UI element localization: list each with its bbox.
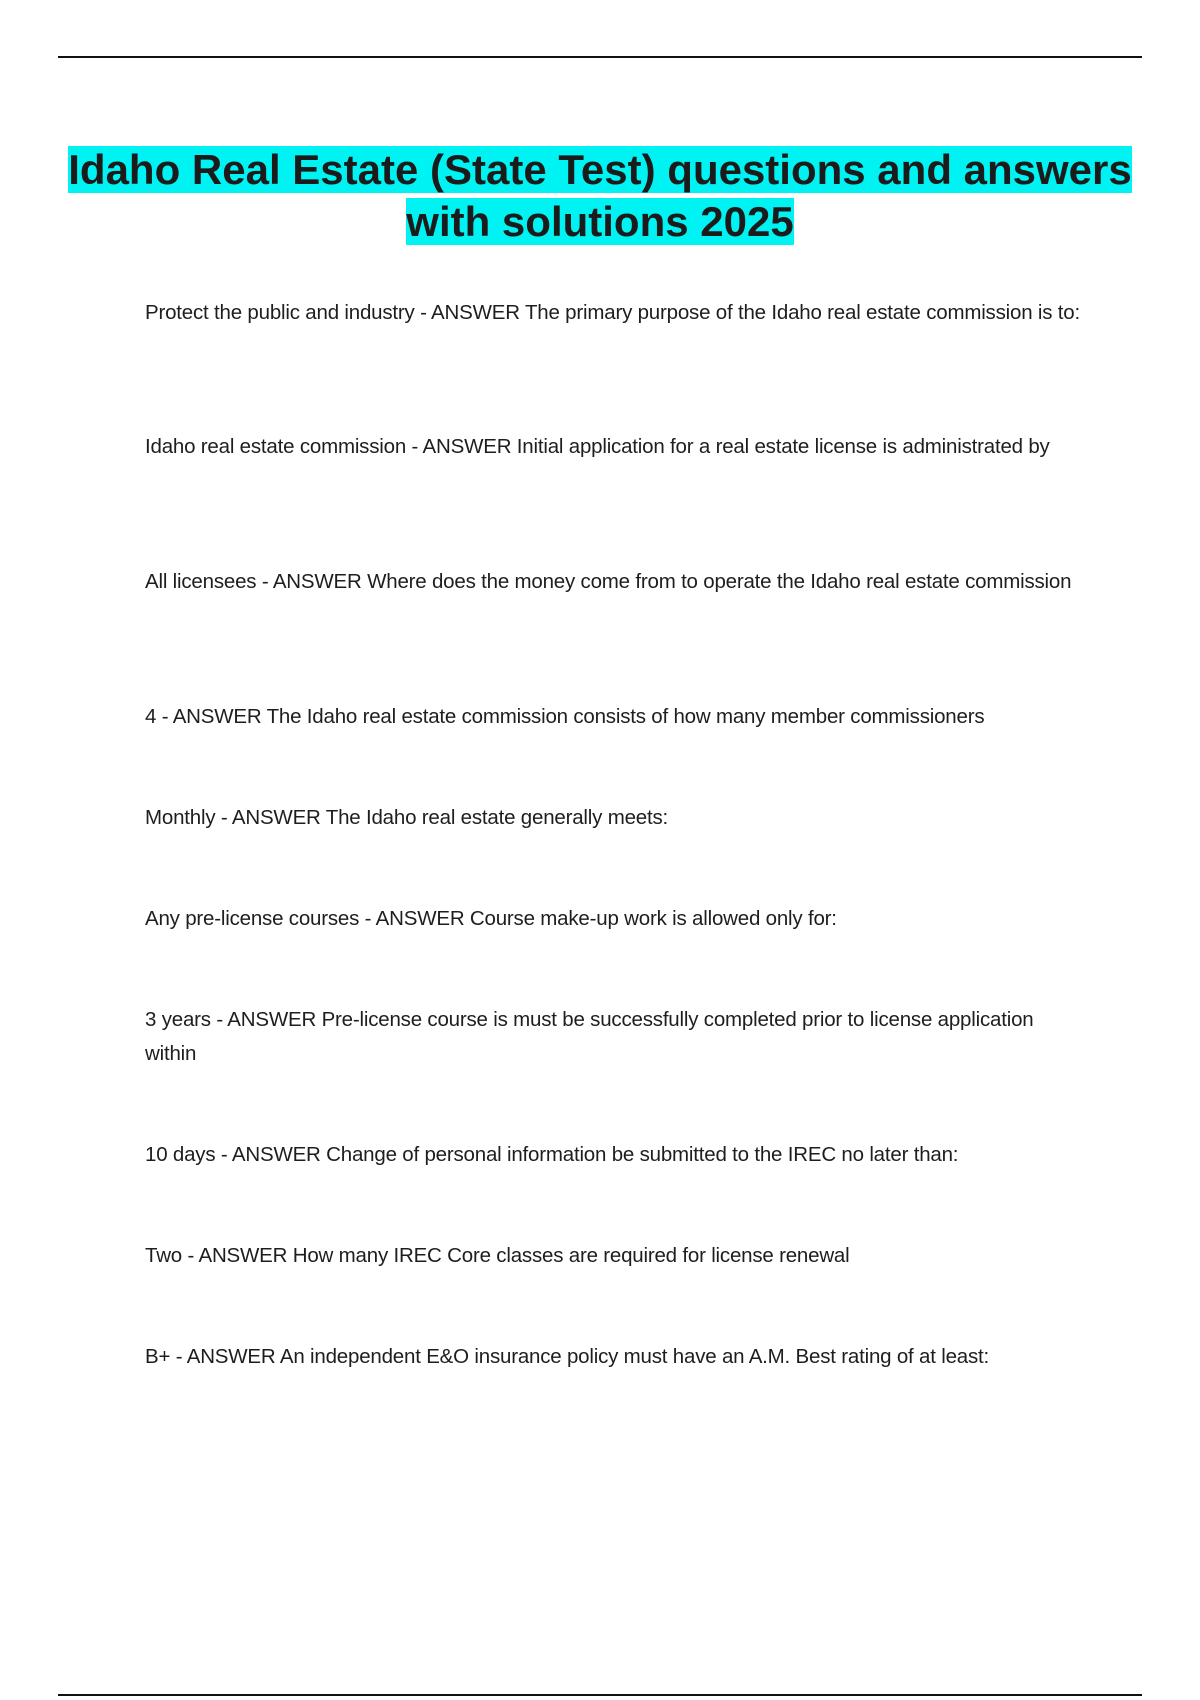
qa-item: Any pre-license courses - ANSWER Course make-up work is allowed only for: — [145, 907, 837, 930]
qa-item: 3 years - ANSWER Pre-license course is must be successfully completed prior to license application within — [145, 1008, 1034, 1065]
title-block — [58, 144, 1142, 248]
footer-rule — [58, 1694, 1142, 1696]
qa-item: Monthly - ANSWER The Idaho real estate generally meets: — [145, 806, 669, 829]
qa-item: Idaho real estate commission - ANSWER Initial application for a real estate license is administrated by — [145, 435, 1050, 458]
qa-item: 4 - ANSWER The Idaho real estate commission consists of how many member commissioners — [145, 705, 985, 728]
document-title: Idaho Real Estate (State Test) questions and answers with solutions 2025 — [68, 146, 1132, 245]
qa-item: All licensees - ANSWER Where does the money come from to operate the Idaho real estate commission — [145, 570, 1072, 593]
qa-item: B+ - ANSWER An independent E&O insurance policy must have an A.M. Best rating of at least: — [145, 1345, 990, 1368]
qa-item: Protect the public and industry - ANSWER The primary purpose of the Idaho real estate commission is to: — [145, 301, 1080, 324]
qa-item: Two - ANSWER How many IREC Core classes are required for license renewal — [145, 1244, 850, 1267]
qa-item: 10 days - ANSWER Change of personal information be submitted to the IREC no later than: — [145, 1143, 959, 1166]
header-rule — [58, 56, 1142, 58]
